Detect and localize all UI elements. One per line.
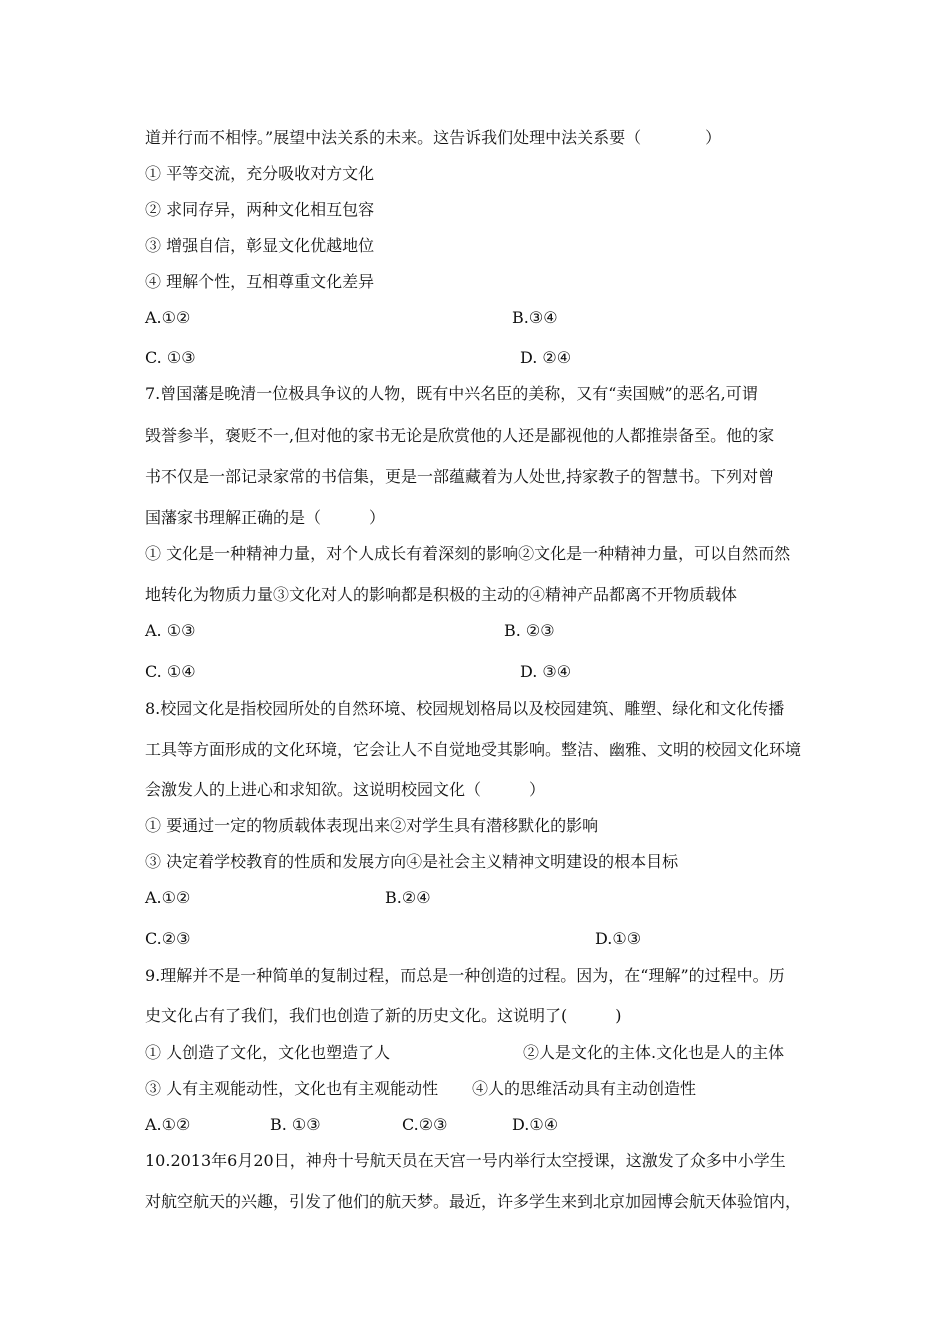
q8-stem-line-1: 8.校园文化是指校园所处的自然环境、校园规划格局以及校园建筑、雕塑、绿化和文化传播 (145, 699, 785, 718)
q7-stem-line-2: 毁誉参半，褒贬不一,但对他的家书无论是欣赏他的人还是鄙视他的人都推崇备至。他的家 (145, 426, 775, 445)
q7-stem-line-1: 7.曾国藩是晚清一位极具争议的人物，既有中兴名臣的美称，又有“卖国贼”的恶名,可谓 (145, 384, 758, 403)
q6-option-b: B.③④ (512, 308, 558, 327)
q8-stem-line-3: 会激发人的上进心和求知欲。这说明校园文化（ ） (145, 780, 546, 799)
q7-option-b: B. ②③ (504, 621, 555, 640)
q6-item-3: ③ 增强自信，彰显文化优越地位 (145, 236, 375, 255)
q9-item-3: ③ 人有主观能动性，文化也有主观能动性 (145, 1079, 439, 1098)
q6-item-4: ④ 理解个性，互相尊重文化差异 (145, 272, 375, 291)
q9-item-1: ① 人创造了文化，文化也塑造了人 (145, 1043, 391, 1062)
q7-option-c: C. ①④ (145, 662, 196, 681)
q9-option-d: D.①④ (512, 1115, 559, 1134)
q7-option-a: A. ①③ (145, 621, 196, 640)
q6-item-1: ① 平等交流，充分吸收对方文化 (145, 164, 375, 183)
q7-items-line-1: ① 文化是一种精神力量，对个人成长有着深刻的影响②文化是一种精神力量，可以自然而然 (145, 544, 791, 563)
q6-option-a: A.①② (145, 308, 191, 327)
q8-items-line-1: ① 要通过一定的物质载体表现出来②对学生具有潜移默化的影响 (145, 816, 599, 835)
q7-items-line-2: 地转化为物质力量③文化对人的影响都是积极的主动的④精神产品都离不开物质载体 (145, 585, 738, 604)
q8-items-line-2: ③ 决定着学校教育的性质和发展方向④是社会主义精神文明建设的根本目标 (145, 852, 679, 871)
q6-item-2: ② 求同存异，两种文化相互包容 (145, 200, 375, 219)
q10-stem-line-2: 对航空航天的兴趣，引发了他们的航天梦。最近，许多学生来到北京加园博会航天体验馆内， (145, 1192, 802, 1211)
q9-option-c: C.②③ (402, 1115, 448, 1134)
q7-option-d: D. ③④ (520, 662, 572, 681)
q8-option-a: A.①② (145, 888, 191, 907)
q10-stem-line-1: 10.2013年6月20日，神舟十号航天员在天宫一号内举行太空授课，这激发了众多中小学生 (145, 1151, 786, 1170)
q8-option-b: B.②④ (385, 888, 431, 907)
q6-stem-line: 道并行而不相悖。”展望中法关系的未来。这告诉我们处理中法关系要（ ） (145, 128, 722, 147)
q6-option-d: D. ②④ (520, 348, 572, 367)
q8-option-d: D.①③ (595, 929, 642, 948)
q9-stem-line-1: 9.理解并不是一种简单的复制过程，而总是一种创造的过程。因为，在“理解”的过程中。历 (145, 966, 785, 985)
q6-option-c: C. ①③ (145, 348, 196, 367)
q9-stem-line-2: 史文化占有了我们，我们也创造了新的历史文化。这说明了( ) (145, 1006, 622, 1025)
q9-item-4: ④人的思维活动具有主动创造性 (472, 1079, 697, 1098)
q7-stem-line-3: 书不仅是一部记录家常的书信集，更是一部蕴藏着为人处世,持家教子的智慧书。下列对曾 (145, 467, 775, 486)
q9-option-b: B. ①③ (270, 1115, 321, 1134)
q8-stem-line-2: 工具等方面形成的文化环境，它会让人不自觉地受其影响。整洁、幽雅、文明的校园文化环境 (145, 740, 802, 759)
q9-item-2: ②人是文化的主体.文化也是人的主体 (523, 1043, 785, 1062)
q9-option-a: A.①② (145, 1115, 191, 1134)
q7-stem-line-4: 国藩家书理解正确的是（ ） (145, 508, 386, 527)
q8-option-c: C.②③ (145, 929, 191, 948)
